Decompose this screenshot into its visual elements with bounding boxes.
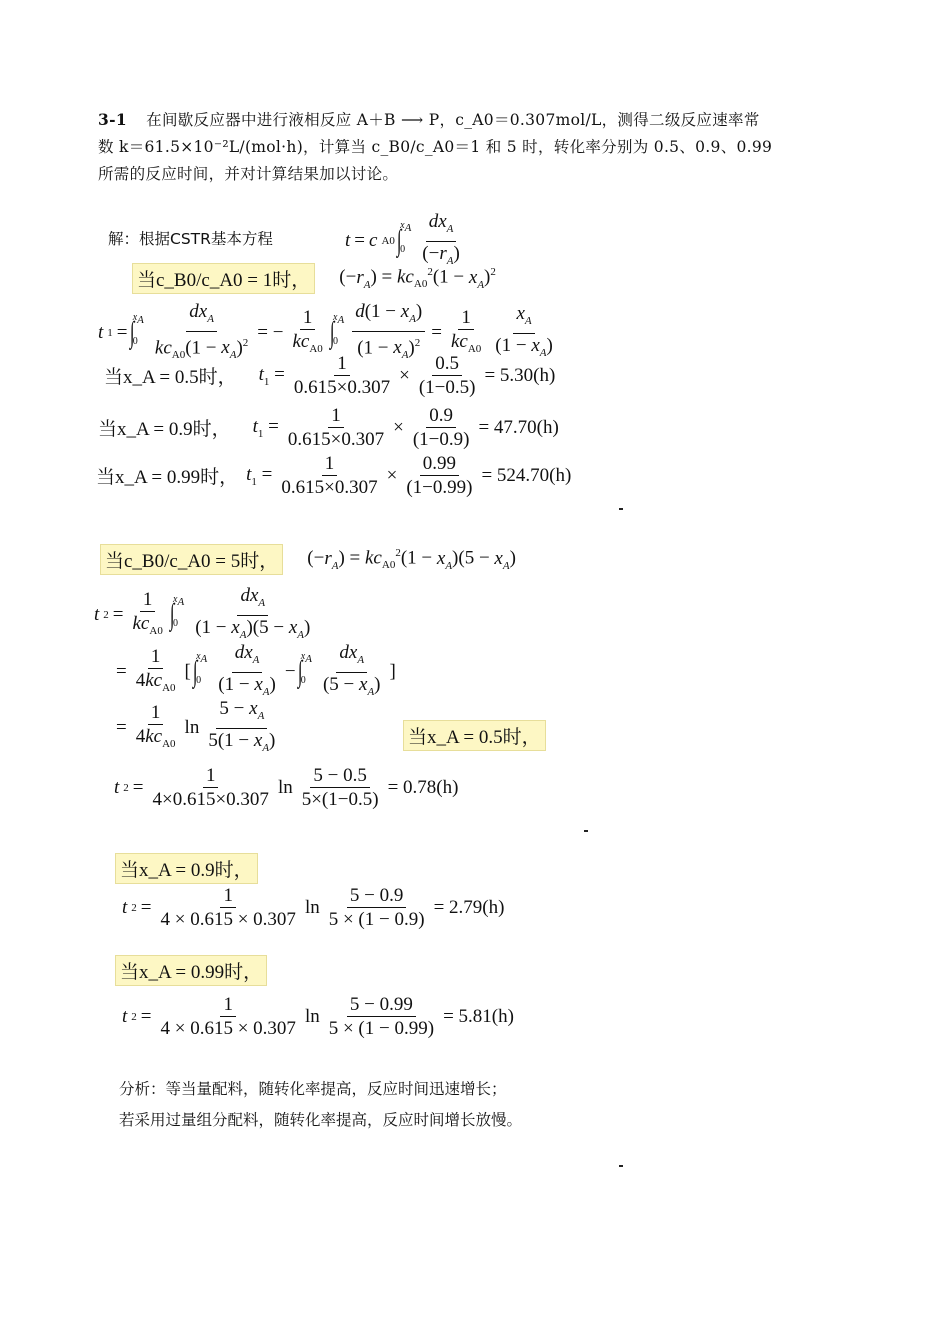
dot-mark — [619, 508, 623, 510]
t1-case-x09: 当x_A = 0.9时， $t_1$ = $\frac{1}{0.615\times 0.307}$ × $\frac{0.9}{(1-0.9)}$ = 47.70(h) — [98, 405, 559, 450]
t2-x099-label-row — [115, 955, 267, 986]
t2-x05-label-row — [403, 720, 546, 751]
dot-mark — [619, 1165, 623, 1167]
case1-label: 当c_B0/c_A0 = 1时， — [132, 263, 315, 294]
case1-header: 当c_B0/c_A0 = 1时， $(-r_A) = kc_{A0}^2(1 - x_A)^2$ — [132, 263, 496, 294]
t2-x05-label: 当x_A = 0.5时， — [403, 720, 546, 751]
t2-case-x09: t 2 = $\frac{1}{4 \times 0.615 \times 0.307}$ ln $\frac{5 - 0.9}{5 \times (1 - 0.9)}$ = 2.79(h) — [122, 885, 505, 930]
t2-derivation-2: = $\frac{1}{4kc_{A0}}$ [ ∫ $x_A$ 0 $\frac{dx_A}{(1 - x_A)}$ − ∫ $x_A$ 0 $\frac{dx_A}{(5 - x_A)}$ ] — [116, 642, 396, 698]
t1-x05-label: 当x_A = 0.5时， — [104, 367, 237, 388]
t1-x09-result: = 47.70(h) — [478, 416, 559, 438]
t1-x099-label: 当x_A = 0.99时， — [96, 467, 239, 488]
t1-case-x099: 当x_A = 0.99时， $t_1$ = $\frac{1}{0.615\times 0.307}$ × $\frac{0.99}{(1-0.99)}$ = 524.70(h) — [96, 453, 572, 498]
case5-header: 当c_B0/c_A0 = 5时， $(-r_A) = kc_{A0}^2(1 - x_A)(5 - x_A)$ — [100, 544, 516, 575]
case5-label: 当c_B0/c_A0 = 5时， — [100, 544, 283, 575]
problem-line-2: 数 k＝61.5×10⁻²L/(mol·h)，计算当 c_B0/c_A0＝1 和 5 时，转化率分别为 0.5、0.9、0.99 — [98, 138, 773, 156]
solution-intro: 解：根据CSTR基本方程 — [108, 230, 273, 248]
t1-x05-result: = 5.30(h) — [484, 364, 556, 386]
t2-case-x05: t 2 = $\frac{1}{4\times 0.615\times 0.307}$ ln $\frac{5 - 0.5}{5\times(1-0.5)}$ = 0.78(h) — [114, 765, 459, 810]
t2-x09-result: = 2.79(h) — [433, 896, 505, 918]
problem-statement — [98, 106, 772, 188]
t1-x099-result: = 524.70(h) — [481, 464, 572, 486]
t2-case-x099: t 2 = $\frac{1}{4 \times 0.615 \times 0.307}$ ln $\frac{5 - 0.99}{5 \times (1 - 0.99)}$ = 5.81(h) — [122, 994, 514, 1039]
analysis-line-1: 分析：等当量配料，随转化率提高，反应时间迅速增长； — [119, 1080, 507, 1098]
t2-derivation-1: t 2 = $\frac{1}{kc_{A0}}$ ∫ $x_A$ 0 $\frac{dx_A}{(1 - x_A)(5 - x_A)}$ — [94, 585, 311, 641]
t1-case-x05: 当x_A = 0.5时， $t_1$ = $\frac{1}{0.615\times 0.307}$ × $\frac{0.5}{(1-0.5)}$ = 5.30(h) — [104, 353, 556, 398]
dot-mark — [584, 830, 588, 832]
problem-text-1: 在间歇反应器中进行液相反应 A＋B ⟶ P，c_A0＝0.307mol/L，测得二级反应速率常 — [146, 111, 760, 129]
analysis-line-2: 若采用过量组分配料，随转化率提高，反应时间增长放慢。 — [119, 1111, 523, 1129]
problem-line-1 — [98, 106, 772, 134]
t1-derivation: t 1 = ∫ $x_A$ 0 $\frac{dx_A}{kc_{A0}(1 - x_A)^2}$ = − $\frac{1}{kc_{A0}}$ ∫ $x_A$ 0 $\frac{d(1 - x_A)}{(1 - x_A)^2}$ = $\frac{1}{kc_{A0}}$ $\frac{x_A}{(1 - x_A)}$ — [98, 301, 553, 361]
t2-x09-label-row — [115, 853, 258, 884]
t2-derivation-3: = $\frac{1}{4kc_{A0}}$ ln $\frac{5 - x_A}{5(1 - x_A)}$ — [116, 698, 276, 754]
t2-x09-label: 当x_A = 0.9时， — [115, 853, 258, 884]
t2-x05-result: = 0.78(h) — [387, 776, 459, 798]
problem-number: 3-1 — [98, 110, 127, 129]
t2-x099-result: = 5.81(h) — [443, 1005, 514, 1027]
basic-equation: t = c A0 ∫ $x_A$ 0 $\frac{dx_A}{(-r_A)}$ — [345, 211, 460, 267]
problem-line-3: 所需的反应时间，并对计算结果加以讨论。 — [98, 165, 399, 183]
t1-x09-label: 当x_A = 0.9时， — [98, 419, 231, 440]
t2-x099-label: 当x_A = 0.99时， — [115, 955, 267, 986]
